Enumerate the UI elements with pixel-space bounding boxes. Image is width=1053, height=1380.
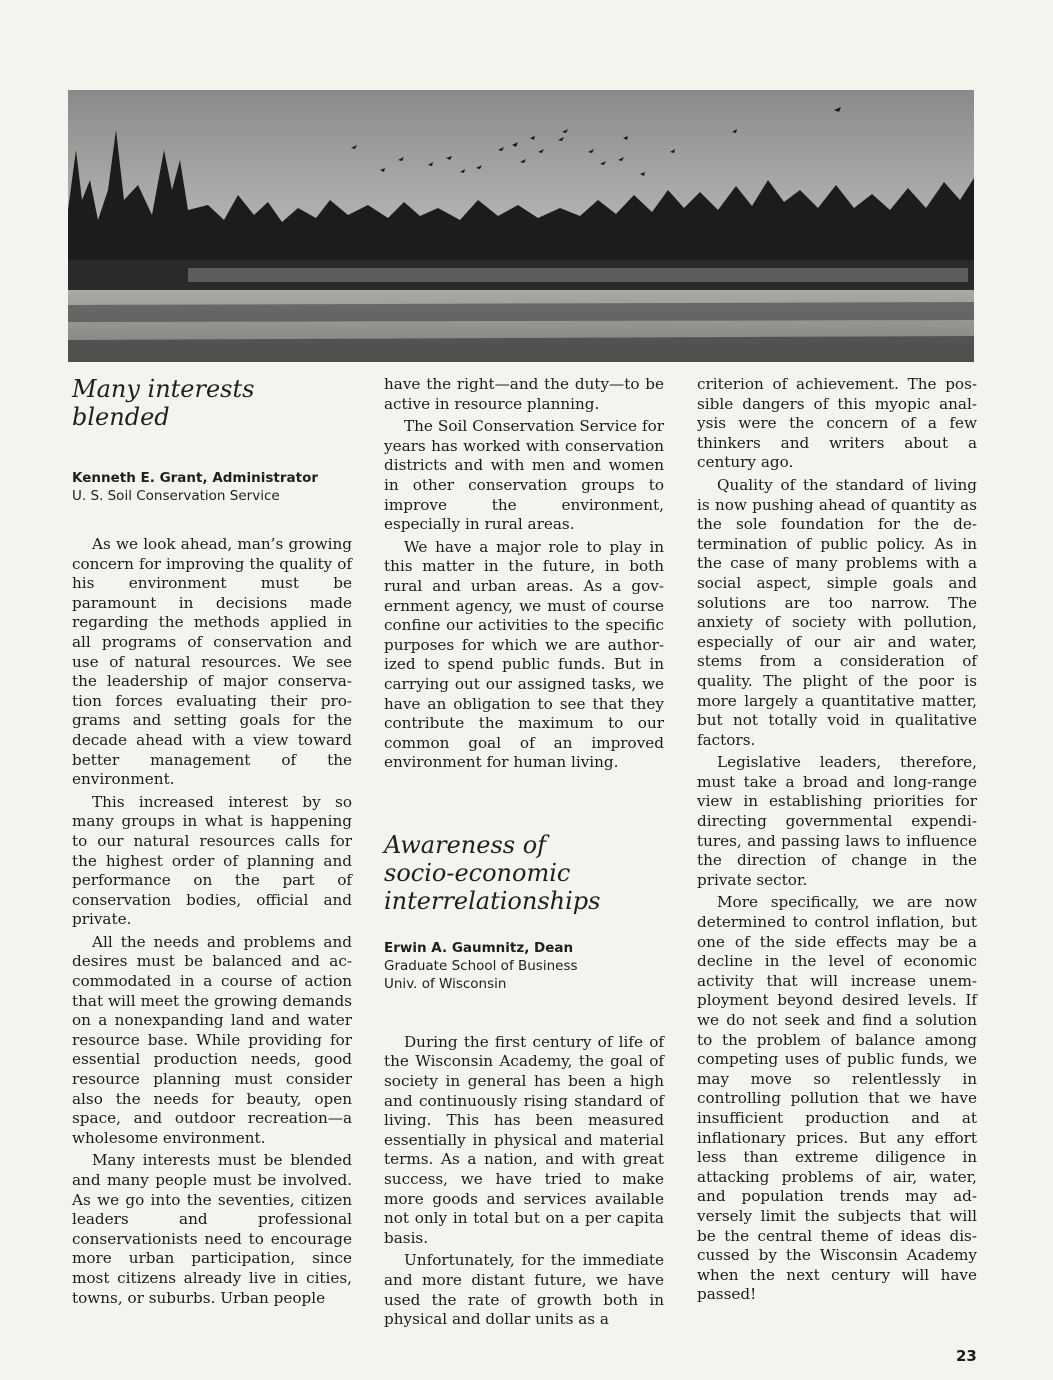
paragraph: The Soil Conservation Service for years has worked with conservation districts and with men and women in other conservation groups to improve the environment, especially in rural areas. bbox=[384, 417, 664, 534]
column-2 bbox=[384, 375, 664, 1330]
paragraph: Quality of the standard of living is now pushing ahead of quantity as the sole foundation for the determination of public policy. As in the case of many problems with a social aspect, simple goals and solutions are too narrow. The anxiety of society with pollution, especially of our air and water, stems from a consideration of quality. The plight of the poor is more largely a quantitative matter, but not totally void in qualitative factors. bbox=[697, 475, 977, 749]
article-2-title: Awareness of socio-economic interrelationships bbox=[384, 830, 601, 915]
paragraph: have the right—and the duty—to be active in resource planning. bbox=[384, 375, 664, 413]
article-2-byline bbox=[384, 939, 664, 993]
article-2-author-name: Erwin A. Gaumnitz, Dean bbox=[384, 939, 574, 956]
article-1-author-org: U. S. Soil Conservation Service bbox=[72, 488, 280, 504]
article-1-author-name: Kenneth E. Grant, Administrator bbox=[72, 470, 318, 486]
paragraph: More specifically, we are now determined to control inflation, but one of the side effects may be a decline in the level of economic activity that will increase unemployment beyond desired levels. If we do not seek and find a solution to the problem of balance among competing uses of public funds, we may move so relentlessly in controlling pollution that we have insufficient production and at inflationary prices. But any effort less than extreme diligence in attacking problems of air, water, and population trends may adversely limit the subjects that will be the central theme of ideas discussed by the Wisconsin Academy when the next century will have passed! bbox=[697, 893, 977, 1304]
article-1-byline bbox=[72, 469, 352, 505]
article-2-author-university: Univ. of Wisconsin bbox=[384, 975, 507, 992]
page-number: 23 bbox=[956, 1347, 977, 1365]
article-2-author-org: Graduate School of Business bbox=[384, 957, 578, 974]
paragraph: All the needs and problems and desires must be balanced and accommodated in a course of action that will meet the growing demands on a nonexpanding land and water resource base. While providing for essential production needs, good resource planning must consider also the needs for beauty, open space, and outdoor recreation—a wholesome environment. bbox=[72, 932, 352, 1147]
article-1-title: Many interests blended bbox=[72, 375, 255, 431]
paragraph: criterion of achievement. The possible dangers of this myopic analysis were the concern of a few thinkers and writers about a century ago. bbox=[697, 375, 977, 472]
paragraph: Many interests must be blended and many people must be involved. As we go into the seventies, citizen leaders and professional conservationists need to encourage more urban participation, since most citizens already live in cities, towns, or suburbs. Urban people bbox=[72, 1151, 352, 1307]
paragraph: Legislative leaders, therefore, must take a broad and long-range view in establishing priorities for directing governmental expenditures, and passing laws to influence the direction of change in the private sector. bbox=[697, 753, 977, 889]
marsh-landscape-with-birds-photo bbox=[68, 90, 974, 362]
paragraph: As we look ahead, man’s growing concern for improving the quality of his environment must be paramount in decisions made regarding the methods applied in all programs of conservation and use of natural resources. We see the leadership of major conservation forces evaluating their programs and setting goals for the decade ahead with a view toward better management of the environment. bbox=[72, 535, 352, 789]
paragraph: We have a major role to play in this matter in the future, in both rural and urban areas. As a government agency, we must of course confine our activities to the specific purposes for which we are authorized to spend public funds. But in carrying out our assigned tasks, we have an obligation to see that they contribute the maximum to our common goal of an improved environment for human living. bbox=[384, 537, 664, 772]
column-3 bbox=[697, 375, 977, 1305]
paragraph: Unfortunately, for the immediate and more distant future, we have used the rate of growth both in physical and dollar units as a bbox=[384, 1251, 664, 1329]
column-1 bbox=[72, 375, 352, 1308]
paragraph: During the first century of life of the Wisconsin Academy, the goal of society in general has been a high and continuously rising standard of living. This has been measured essentially in physical and material terms. As a nation, and with great success, we have tried to make more goods and services available not only in total but on a per capita basis. bbox=[384, 1032, 664, 1247]
paragraph: This increased interest by so many groups in what is happening to our natural resources calls for the highest order of planning and performance on the part of conservation bodies, official and private. bbox=[72, 792, 352, 929]
